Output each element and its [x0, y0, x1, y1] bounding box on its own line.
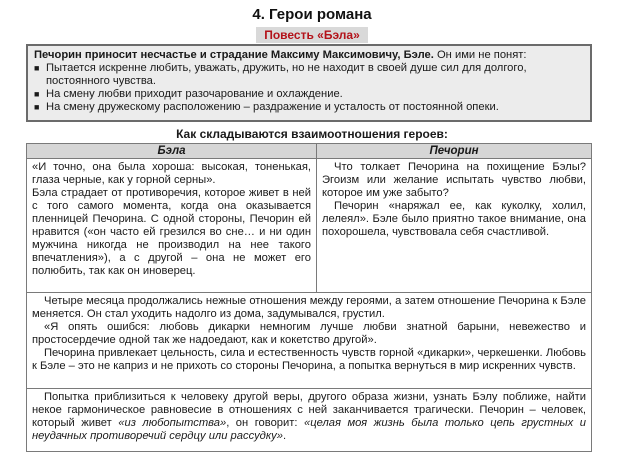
attraction-paragraph: Печорина привлекает цельность, сила и естественность чувств горной «дикарки», черкешенки. Любовь к Бэле – это не каприз и не прихоть со стороны Печорина, а попытка вернуться в мир искренних чувств.	[32, 347, 586, 372]
square-bullet-icon: ■	[34, 63, 40, 73]
square-bullet-icon: ■	[34, 102, 40, 112]
conclusion-quote-life: «целая моя жизнь была только цепь грустных и неудачных противоречий сердцу или рассудку»	[32, 417, 586, 442]
bullet-item	[34, 101, 584, 114]
conclusion-quote-curiosity: «из любопытства»	[118, 417, 227, 429]
table-header-row	[27, 144, 591, 159]
pechorin-question: Что толкает Печорина на похищение Бэлы? Эгоизм или желание испытать чувство любви, которое им уже забыто?	[322, 161, 586, 199]
conclusion-text-c: , он говорит:	[226, 417, 305, 429]
bullet-item	[34, 88, 584, 101]
cell-relationship-change	[27, 292, 591, 388]
bullet-text: Пытается искренне любить, уважать, дружить, но не находит в своей душе сил для долгого, постоянного чувства.	[46, 62, 527, 87]
info-lead-bold: Печорин приносит несчастье и страдание Максиму Максимовичу, Бэле.	[34, 49, 434, 61]
bela-quote: «И точно, она была хороша: высокая, тоненькая, глаза черные, как у горной серны».	[32, 161, 311, 186]
page-title: 4. Герои романа	[252, 6, 372, 23]
info-box	[26, 44, 592, 122]
subtitle-badge: Повесть «Бэла»	[256, 27, 368, 43]
info-lead-rest: Он ими не понят:	[433, 49, 527, 61]
cell-conclusion	[27, 388, 591, 451]
pechorin-quote: «Я опять ошибся: любовь дикарки немногим лучше любви знатной барыни, невежество и простосердечие одной так же надоедают, как и кокетство другой».	[32, 321, 586, 346]
relations-table	[26, 143, 592, 452]
bullet-text: На смену любви приходит разочарование и охлаждение.	[46, 88, 343, 100]
pechorin-description: Печорин «наряжал ее, как куколку, холил, лелеял». Бэле было приятно такое внимание, она похорошела, чувствовала себя счастливой.	[322, 200, 586, 238]
bullet-text: На смену дружескому расположению – раздражение и усталость от постоянной опеки.	[46, 101, 499, 113]
square-bullet-icon: ■	[34, 89, 40, 99]
subtitle-wrap	[0, 26, 624, 44]
cell-pechorin	[317, 159, 591, 292]
cell-bela	[27, 159, 317, 292]
bullet-item	[34, 62, 584, 88]
relationship-paragraph: Четыре месяца продолжались нежные отношения между героями, а затем отношение Печорина к Бэле меняется. Он стал уходить надолго из дома, задумывался, грустил.	[32, 295, 586, 320]
bela-description: Бэла страдает от противоречия, которое живет в ней с того самого момента, когда она оказывается пленницей Печорина. С одной стороны, Печорин ей нравится («он часто ей грезился во сне… и ни один мужчина никогда не производил на нее такого впечатления»), а с другой – она не может его полюбить, так как он иноверец.	[32, 187, 311, 277]
conclusion-text-a: Попытка приблизиться к человеку другой веры, другого образа жизни, узнать Бэлу поближе, найти некое гармоническое равновесие в отношениях с ней заканчивается трагически. Печорин – человек, который живет	[32, 391, 586, 429]
section-title: Как складываются взаимоотношения героев:	[176, 127, 448, 141]
column-header-bela: Бэла	[27, 144, 317, 158]
conclusion-text-e: .	[282, 430, 287, 442]
conclusion-paragraph	[32, 391, 586, 443]
info-lead	[34, 49, 584, 62]
column-header-pechorin: Печорин	[429, 145, 479, 157]
